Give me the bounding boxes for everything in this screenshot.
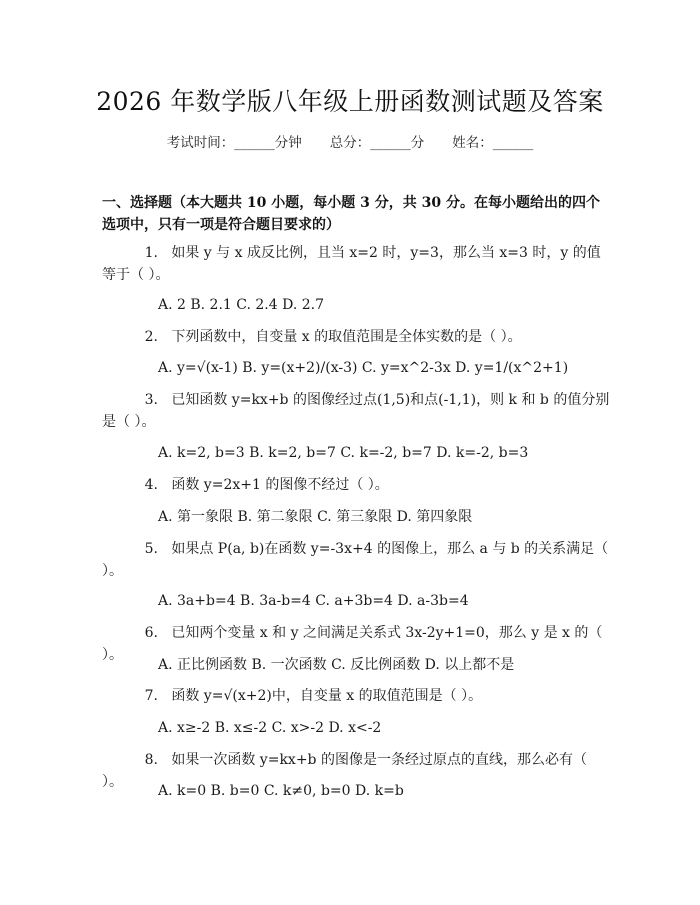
question-number: 5. (144, 541, 158, 557)
question-6-options: A. 正比例函数 B. 一次函数 C. 反比例函数 D. 以上都不是 (158, 657, 515, 673)
question-text: 已知函数 y=kx+b 的图像经过点(1,5)和点(-1,1)，则 k 和 b 的值分别是（ ）。 (102, 392, 610, 430)
question-text: 如果点 P(a, b)在函数 y=-3x+4 的图像上，那么 a 与 b 的关系满足（ ）。 (102, 541, 609, 579)
question-2-options: A. y=√(x-1) B. y=(x+2)/(x-3) C. y=x^2-3x D. y=1/(x^2+1) (158, 360, 569, 376)
question-4-options: A. 第一象限 B. 第二象限 C. 第三象限 D. 第四象限 (158, 509, 473, 525)
question-1-options: A. 2 B. 2.1 C. 2.4 D. 2.7 (158, 297, 324, 313)
question-number: 3. (144, 392, 158, 408)
question-text: 如果一次函数 y=kx+b 的图像是一条经过原点的直线，那么必有（ ）。 (102, 752, 587, 790)
question-7 (102, 685, 612, 707)
exam-score-field: 总分：______分 (329, 135, 425, 151)
question-text: 如果 y 与 x 成反比例，且当 x=2 时，y=3，那么当 x=3 时，y 的值等于（ ）。 (102, 245, 601, 283)
question-number: 4. (144, 477, 158, 493)
question-number: 8. (144, 752, 158, 768)
question-number: 7. (144, 688, 158, 704)
question-3 (102, 389, 612, 433)
question-number: 1. (144, 245, 158, 261)
section-heading: 一、选择题（本大题共 10 小题，每小题 3 分，共 30 分。在每小题给出的四个选项中，只有一项是符合题目要求的） (102, 195, 600, 233)
exam-time-field: 考试时间：______分钟 (166, 135, 302, 151)
exam-info (0, 131, 700, 151)
page-title: 2026 年数学版八年级上册函数测试题及答案 (96, 87, 604, 116)
question-5-options: A. 3a+b=4 B. 3a-b=4 C. a+3b=4 D. a-3b=4 (158, 593, 469, 609)
question-7-options: A. x≥-2 B. x≤-2 C. x>-2 D. x<-2 (158, 720, 382, 736)
question-text: 已知两个变量 x 和 y 之间满足关系式 3x-2y+1=0，那么 y 是 x 的（ ）。 (102, 625, 603, 663)
student-name-field: 姓名：______ (452, 135, 534, 151)
question-text: 函数 y=√(x+2)中，自变量 x 的取值范围是（ ）。 (171, 688, 483, 704)
question-text: 函数 y=2x+1 的图像不经过（ ）。 (171, 477, 389, 493)
question-text: 下列函数中，自变量 x 的取值范围是全体实数的是（ ）。 (171, 329, 522, 345)
question-number: 6. (144, 625, 158, 641)
question-number: 2. (144, 329, 158, 345)
question-1 (102, 242, 612, 286)
question-3-options: A. k=2, b=3 B. k=2, b=7 C. k=-2, b=7 D. k=-2, b=3 (158, 445, 529, 461)
question-8-options: A. k=0 B. b=0 C. k≠0, b=0 D. k=b (158, 783, 404, 799)
question-2 (102, 326, 612, 348)
question-4 (102, 474, 612, 496)
question-5 (102, 538, 612, 582)
